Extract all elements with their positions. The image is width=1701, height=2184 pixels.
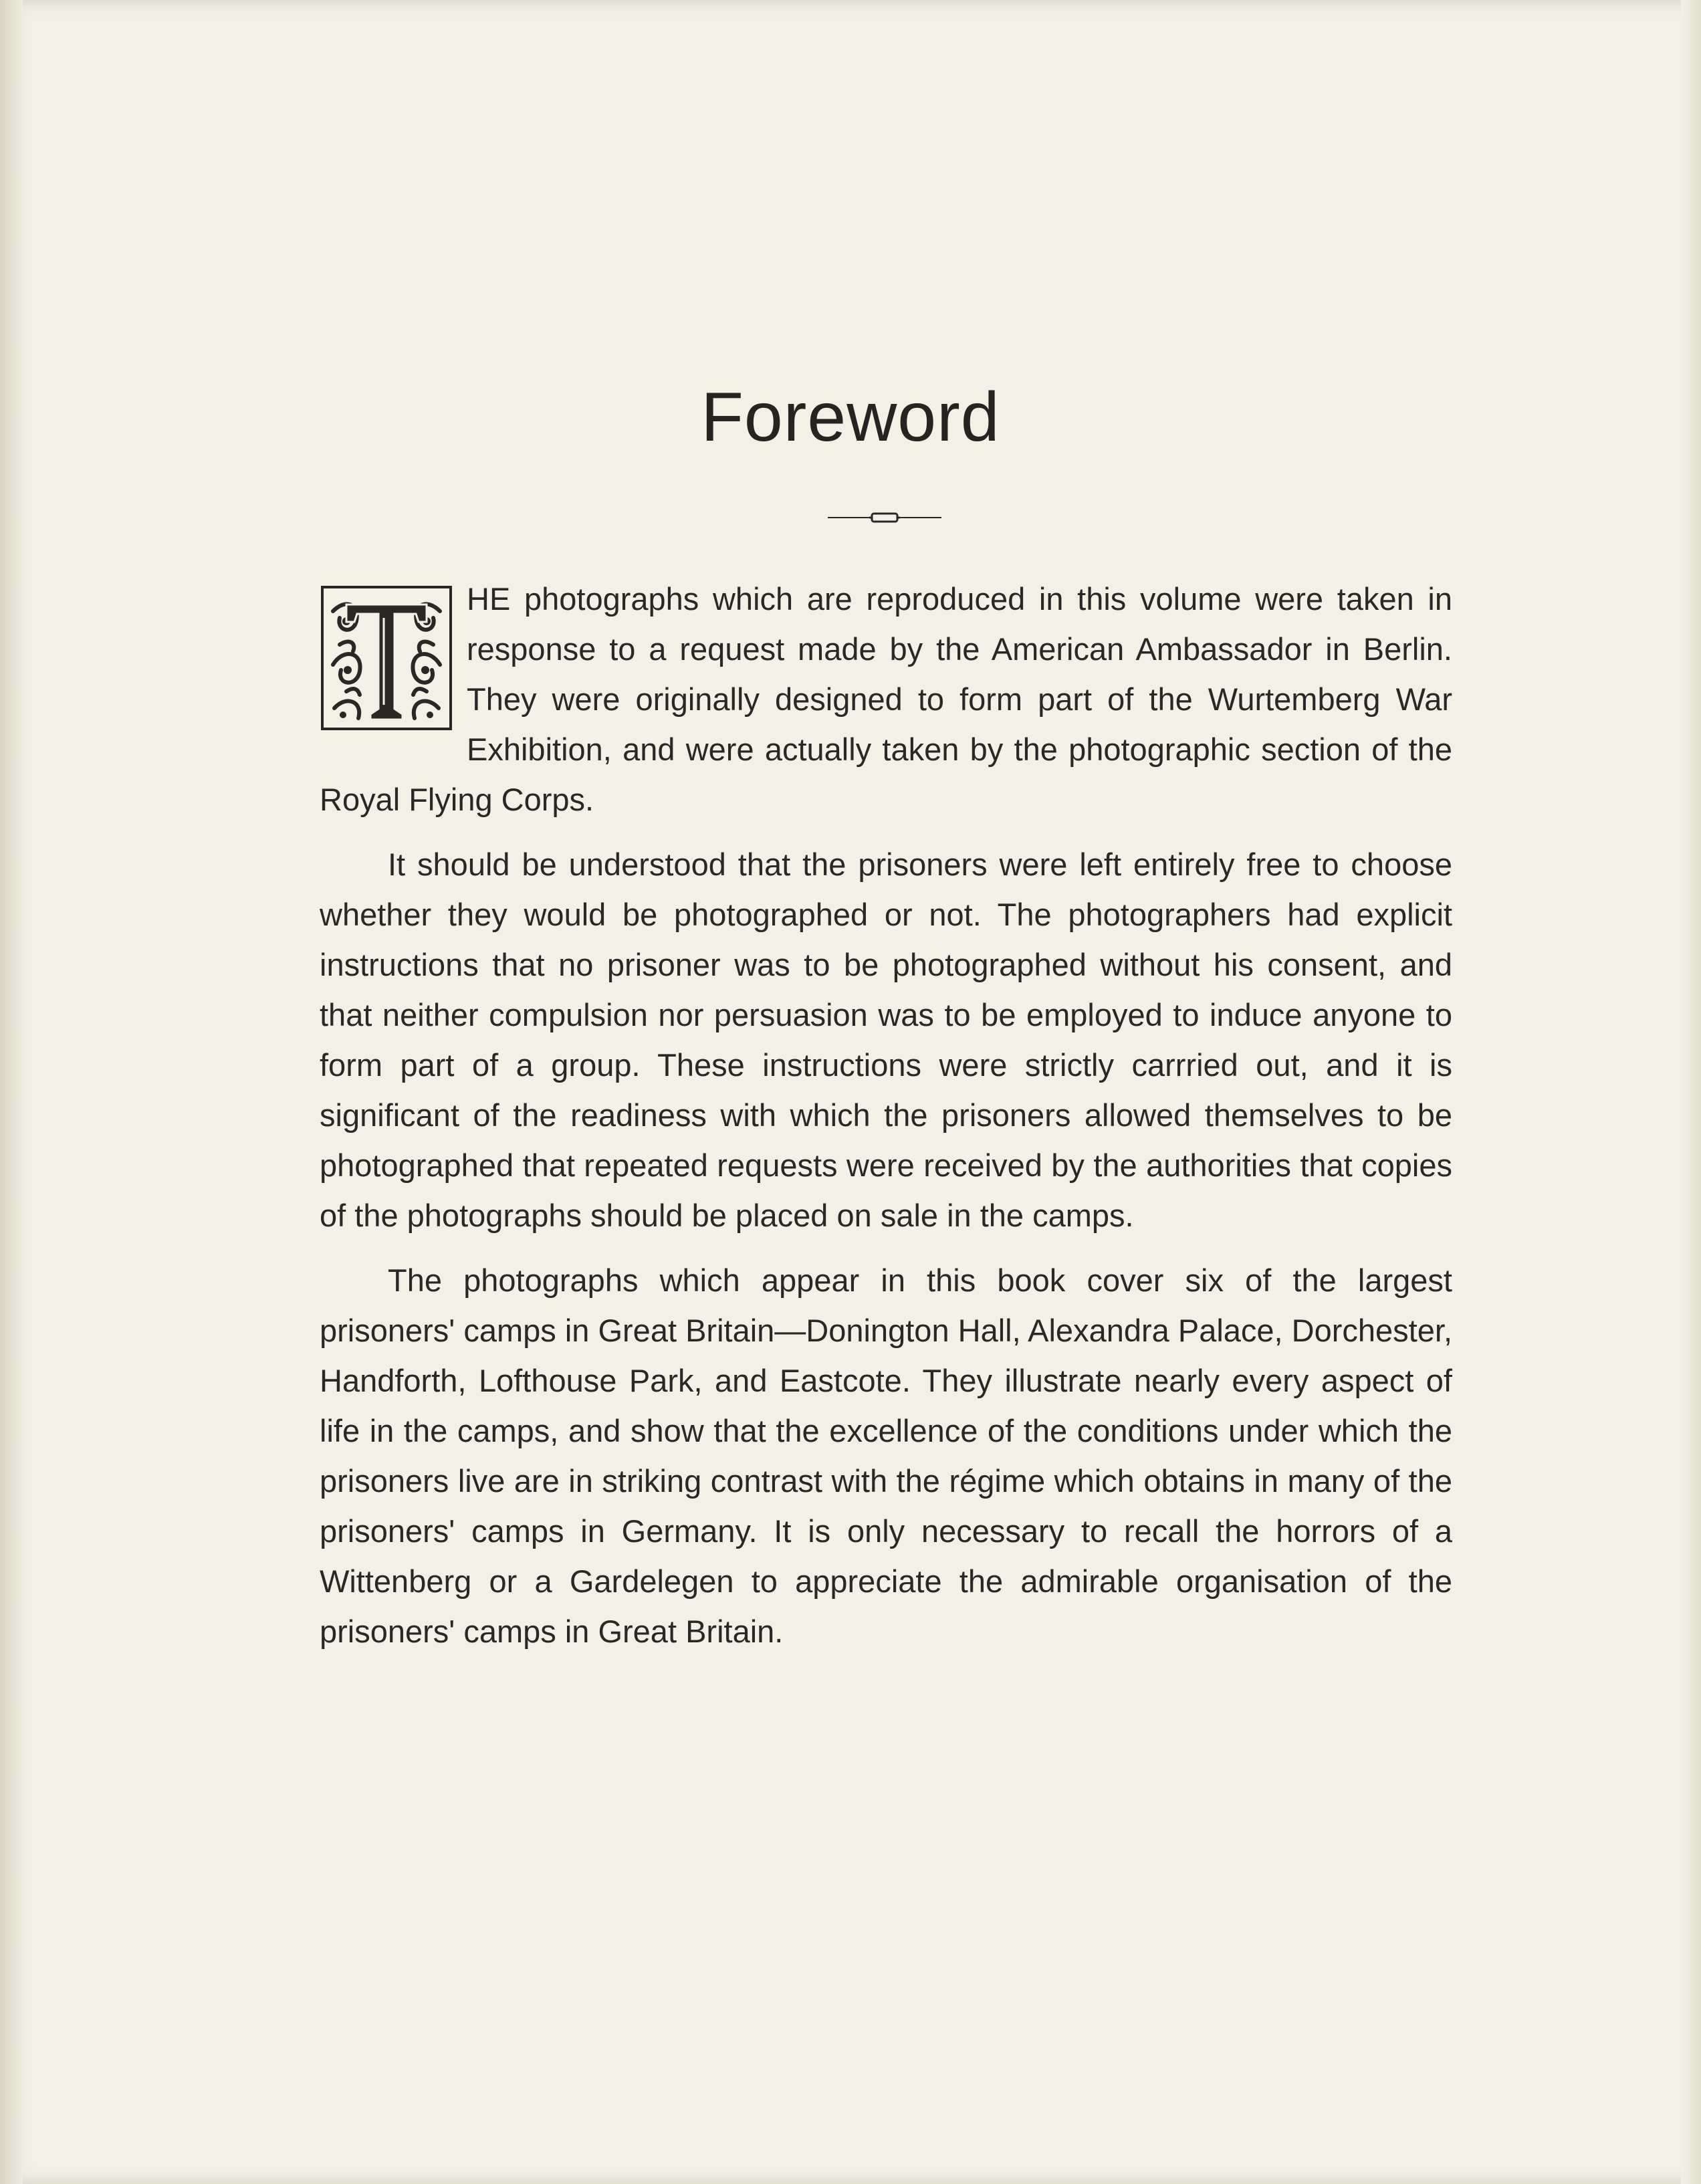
page-edge-right [1681,0,1701,2184]
page-edge-left [0,0,23,2184]
paragraph-1: HE photographs which are reproduced in this volume were taken in response to a request made by the American Ambassador in Berlin. They were originally designed to form part of the Wurtemberg War Exhibition, and were actually taken by the photographic section of the Royal Flying Corps. [320,581,1452,817]
foreword-body [320,574,1452,1671]
page-title: Foreword [701,378,1000,456]
decorative-dropcap-t-icon [320,584,453,732]
ornament-divider-icon [828,510,941,526]
paragraph-2: It should be understood that the prisoners were left entirely free to choose whether they would be photographed or not. The photographers had explicit instructions that no prisoner was to be photographed without his consent, and that neither compulsion nor persuasion was to be employed to induce anyone to form part of a group. These instructions were strictly carrried out, and it is significant of the readiness with which the prisoners allowed themselves to be photographed that repeated requests were received by the authorities that copies of the photographs should be placed on sale in the camps. [320,847,1452,1233]
paragraph-3: The photographs which appear in this book cover six of the largest prisoners' camps in Great Britain—Donington Hall, Alexandra Palace, Dorchester, Handforth, Lofthouse Park, and Eastcote. They illustrate nearly every aspect of life in the camps, and show that the excellence of the conditions under which the prisoners live are in striking contrast with the régime which obtains in many of the prisoners' camps in Germany. It is only necessary to recall the horrors of a Wittenberg or a Gardelegen to appreciate the admirable organisation of the prisoners' camps in Great Britain. [320,1263,1452,1649]
